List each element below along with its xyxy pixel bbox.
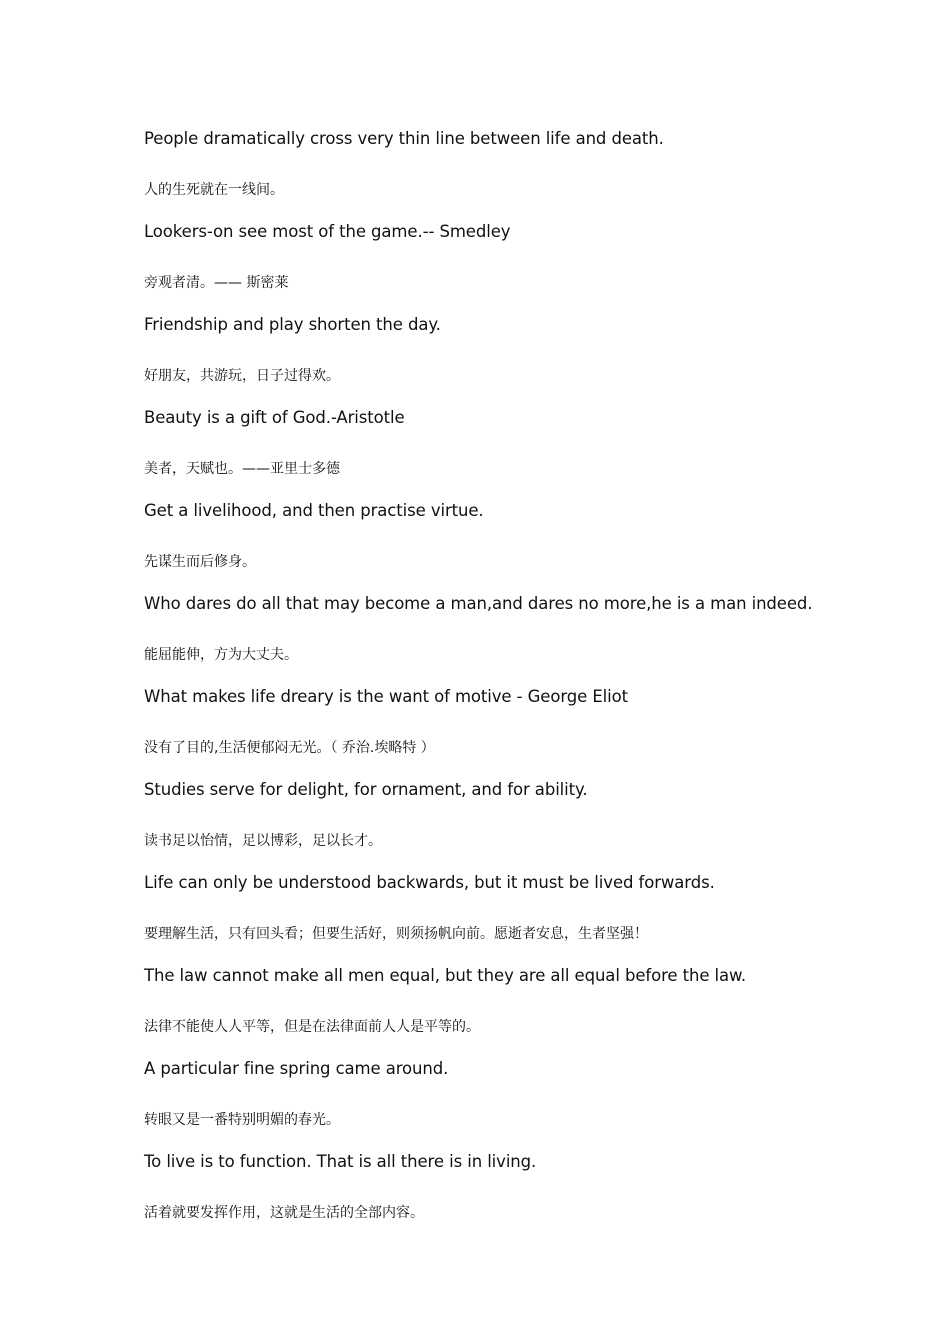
chinese-translation: 要理解生活，只有回头看；但要生活好，则须扬帆向前。愿逝者安息，生者坚强！ bbox=[144, 926, 648, 942]
chinese-translation: 读书足以怡情，足以博彩，足以长才。 bbox=[144, 833, 382, 849]
english-quote: Studies serve for delight, for ornament, and for ability. bbox=[144, 780, 588, 799]
english-quote: Lookers-on see most of the game.-- Smedley bbox=[144, 222, 511, 241]
english-quote: Get a livelihood, and then practise virtue. bbox=[144, 501, 484, 520]
chinese-translation: 好朋友，共游玩，日子过得欢。 bbox=[144, 368, 340, 384]
chinese-translation: 没有了目的,生活便郁闷无光。（ 乔治.埃略特 ） bbox=[144, 740, 435, 756]
english-quote: Friendship and play shorten the day. bbox=[144, 315, 441, 334]
english-quote: Beauty is a gift of God.-Aristotle bbox=[144, 408, 405, 427]
english-quote: Who dares do all that may become a man,and dares no more,he is a man indeed. bbox=[144, 594, 813, 613]
english-quote: What makes life dreary is the want of motive - George Eliot bbox=[144, 687, 628, 706]
english-quote: The law cannot make all men equal, but they are all equal before the law. bbox=[144, 966, 747, 985]
english-quote: To live is to function. That is all there is in living. bbox=[144, 1152, 537, 1171]
chinese-translation: 旁观者清。—— 斯密莱 bbox=[144, 275, 289, 291]
chinese-translation: 法律不能使人人平等，但是在法律面前人人是平等的。 bbox=[144, 1019, 480, 1035]
chinese-translation: 转眼又是一番特别明媚的春光。 bbox=[144, 1112, 340, 1128]
english-quote: Life can only be understood backwards, but it must be lived forwards. bbox=[144, 873, 715, 892]
chinese-translation: 美者，天赋也。——亚里士多德 bbox=[144, 461, 340, 477]
english-quote: A particular fine spring came around. bbox=[144, 1059, 449, 1078]
chinese-translation: 先谋生而后修身。 bbox=[144, 554, 256, 570]
chinese-translation: 能屈能伸，方为大丈夫。 bbox=[144, 647, 298, 663]
chinese-translation: 人的生死就在一线间。 bbox=[144, 182, 284, 198]
english-quote: People dramatically cross very thin line between life and death. bbox=[144, 129, 664, 148]
chinese-translation: 活着就要发挥作用，这就是生活的全部内容。 bbox=[144, 1205, 424, 1221]
